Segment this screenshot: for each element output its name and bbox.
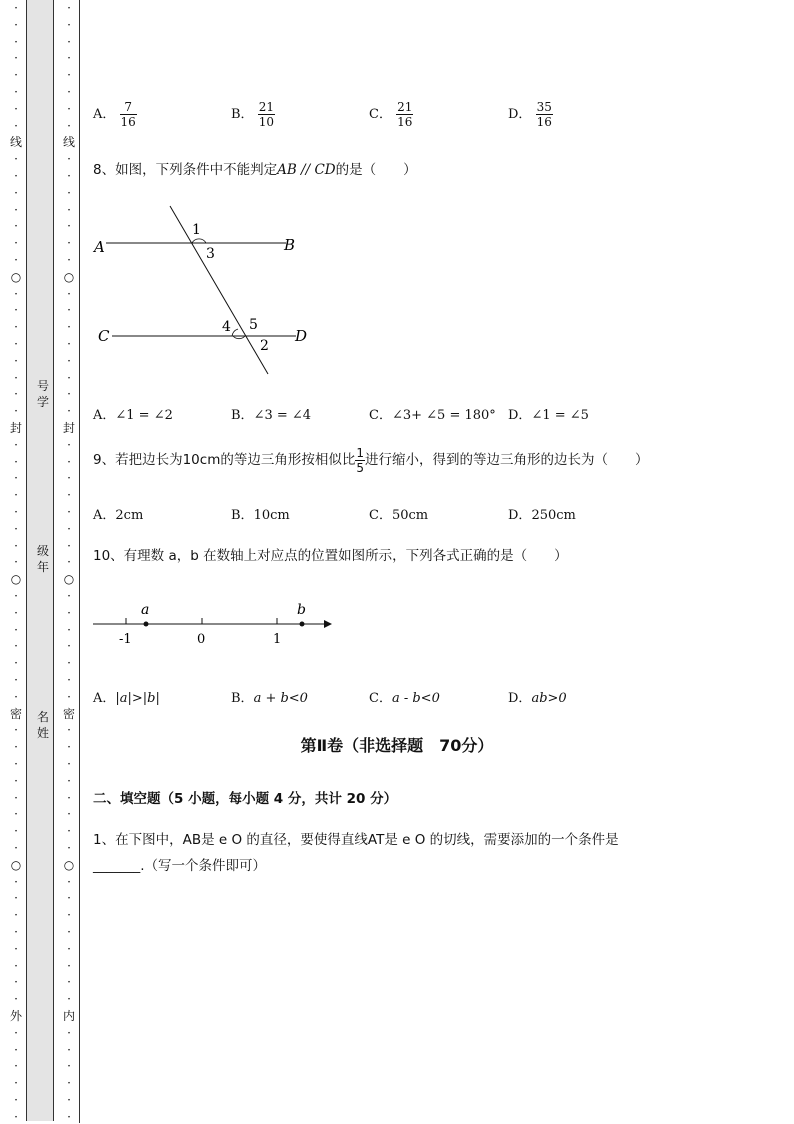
binding-dot: · [67, 102, 71, 116]
binding-dot: · [67, 791, 71, 805]
binding-dot: · [14, 555, 18, 569]
binding-dot: · [14, 68, 18, 82]
binding-dot: · [14, 1026, 18, 1040]
binding-dot: · [14, 975, 18, 989]
binding-dot: · [14, 1110, 18, 1124]
binding-dot: · [67, 371, 71, 385]
binding-dot: · [14, 387, 18, 401]
fraction: $\frac{21}{10}$ [258, 100, 274, 129]
binding-dot: · [67, 488, 71, 502]
binding-dot: · [67, 18, 71, 32]
binding-dot: · [67, 1110, 71, 1124]
binding-circle-icon: ○ [63, 270, 75, 284]
part-two-heading: 第Ⅱ卷（非选择题 70分） [300, 736, 494, 755]
binding-dot: · [67, 690, 71, 704]
binding-dot: · [14, 875, 18, 889]
binding-dot: · [67, 169, 71, 183]
inner-dot-column [63, 0, 75, 1123]
q7-option-c[interactable]: C． $\frac{21}{16}$ [369, 100, 413, 129]
binding-dot: · [67, 656, 71, 670]
binding-label: 内 [63, 1009, 76, 1023]
binding-circle-icon: ○ [10, 572, 22, 586]
binding-dot: · [14, 992, 18, 1006]
grade-label: 级 年 [36, 544, 49, 574]
binding-dot: · [67, 1026, 71, 1040]
binding-dot: · [14, 942, 18, 956]
binding-dot: · [14, 337, 18, 351]
binding-dot: · [14, 287, 18, 301]
angle-4: 4 [222, 319, 231, 335]
binding-dot: · [14, 219, 18, 233]
binding-dot: · [67, 1093, 71, 1107]
binding-dot: · [67, 85, 71, 99]
binding-dot: · [67, 807, 71, 821]
label-A: A [94, 238, 105, 256]
binding-dot: · [14, 303, 18, 317]
binding-dot: · [14, 488, 18, 502]
binding-dot: · [67, 723, 71, 737]
binding-dot: · [14, 85, 18, 99]
q8-parallel-lines-figure [88, 198, 318, 378]
svg-text:1: 1 [273, 632, 282, 647]
binding-dot: · [67, 740, 71, 754]
q10-number-line [88, 598, 338, 650]
binding-dot: · [14, 236, 18, 250]
binding-dot: · [14, 505, 18, 519]
q10-option-a[interactable]: A．|a|>|b| [93, 691, 160, 706]
binding-dot: · [14, 253, 18, 267]
binding-dot: · [67, 219, 71, 233]
binding-dot: · [67, 992, 71, 1006]
student-number-label: 号 学 [36, 379, 49, 409]
binding-dot: · [14, 807, 18, 821]
binding-dot: · [14, 959, 18, 973]
binding-dot: · [67, 1, 71, 15]
binding-dot: · [14, 639, 18, 653]
binding-dot: · [67, 824, 71, 838]
binding-dot: · [14, 404, 18, 418]
binding-dot: · [14, 606, 18, 620]
binding-dot: · [67, 1059, 71, 1073]
label-D: D [295, 327, 308, 345]
fraction: $\frac{35}{16}$ [536, 100, 552, 129]
svg-text:b: b [297, 602, 306, 618]
label-B: B [284, 236, 296, 254]
binding-dot: · [14, 757, 18, 771]
svg-text:a: a [141, 602, 150, 618]
binding-circle-icon: ○ [63, 572, 75, 586]
binding-dot: · [67, 774, 71, 788]
binding-dot: · [14, 841, 18, 855]
svg-text:0: 0 [197, 632, 206, 647]
binding-dot: · [14, 354, 18, 368]
q10-option-c[interactable]: C．a - b<0 [369, 691, 440, 706]
fraction: $\frac{21}{16}$ [397, 100, 413, 129]
binding-dot: · [67, 186, 71, 200]
margin-divider-line [79, 0, 80, 1123]
binding-label: 封 [10, 421, 23, 435]
binding-dot: · [67, 757, 71, 771]
binding-dot: · [14, 723, 18, 737]
binding-dot: · [67, 236, 71, 250]
q9-question: 9、若把边长为10cm的等边三角形按相似比 $\frac{1}{5}$ 进行缩小，得到的等边三角形的边长为（ ） [93, 445, 649, 475]
binding-dot: · [67, 908, 71, 922]
binding-dot: · [14, 169, 18, 183]
binding-label: 封 [63, 421, 76, 435]
binding-dot: · [14, 925, 18, 939]
binding-dot: · [67, 404, 71, 418]
fill-q1-line1: 1、在下图中，AB是 e O 的直径，要使得直线AT是 e O 的切线，需要添加的一个条件是 [93, 832, 619, 848]
binding-dot: · [67, 522, 71, 536]
binding-label: 密 [63, 707, 76, 721]
binding-dot: · [67, 320, 71, 334]
binding-dot: · [14, 1059, 18, 1073]
point-b [300, 622, 305, 627]
binding-circle-icon: ○ [10, 858, 22, 872]
binding-dot: · [14, 1043, 18, 1057]
name-label: 名 姓 [36, 710, 49, 740]
binding-dot: · [14, 438, 18, 452]
binding-dot: · [67, 1043, 71, 1057]
q9-option-d[interactable]: D．250cm [508, 508, 576, 523]
binding-dot: · [67, 975, 71, 989]
fill-q1-line2: _______.（写一个条件即可） [93, 858, 267, 874]
q9-option-b[interactable]: B．10cm [231, 508, 290, 523]
fraction: $\frac{1}{5}$ [356, 445, 364, 475]
binding-dot: · [67, 673, 71, 687]
binding-dot: · [67, 925, 71, 939]
binding-dot: · [14, 455, 18, 469]
q9-option-a[interactable]: A．2cm [93, 508, 144, 523]
binding-dot: · [67, 337, 71, 351]
binding-dot: · [14, 152, 18, 166]
angle-3: 3 [206, 246, 215, 262]
point-a [144, 622, 149, 627]
binding-dot: · [67, 959, 71, 973]
label-C: C [98, 327, 110, 345]
q8-option-b[interactable]: B．∠3 = ∠4 [231, 408, 312, 423]
q8-option-c[interactable]: C．∠3+ ∠5 = 180° [369, 408, 496, 423]
binding-dot: · [14, 18, 18, 32]
binding-dot: · [67, 606, 71, 620]
binding-dot: · [14, 119, 18, 133]
binding-circle-icon: ○ [10, 270, 22, 284]
binding-dot: · [14, 824, 18, 838]
section-heading: 二、填空题（5 小题，每小题 4 分，共计 20 分） [93, 791, 398, 807]
binding-dot: · [67, 875, 71, 889]
binding-dot: · [67, 203, 71, 217]
binding-dot: · [67, 51, 71, 65]
binding-dot: · [67, 471, 71, 485]
binding-dot: · [14, 539, 18, 553]
binding-dot: · [14, 740, 18, 754]
binding-dot: · [14, 1, 18, 15]
binding-dot: · [14, 35, 18, 49]
angle-1: 1 [192, 222, 201, 238]
binding-dot: · [67, 438, 71, 452]
svg-text:-1: -1 [119, 632, 132, 647]
binding-dot: · [14, 623, 18, 637]
binding-circle-icon: ○ [63, 858, 75, 872]
q8-option-d[interactable]: D．∠1 = ∠5 [508, 408, 589, 423]
binding-dot: · [14, 690, 18, 704]
binding-dot: · [14, 589, 18, 603]
binding-dot: · [14, 186, 18, 200]
binding-dot: · [67, 1076, 71, 1090]
q7-option-d[interactable]: D． $\frac{35}{16}$ [508, 100, 552, 129]
binding-dot: · [67, 505, 71, 519]
q9-option-c[interactable]: C．50cm [369, 508, 429, 523]
binding-dot: · [67, 589, 71, 603]
binding-dot: · [14, 203, 18, 217]
q10-option-d[interactable]: D．ab>0 [508, 691, 567, 706]
binding-dot: · [67, 555, 71, 569]
binding-dot: · [67, 387, 71, 401]
binding-label: 密 [10, 707, 23, 721]
q10-option-b[interactable]: B．a + b<0 [231, 691, 308, 706]
binding-dot: · [67, 942, 71, 956]
binding-label: 线 [63, 135, 76, 149]
binding-dot: · [14, 908, 18, 922]
binding-dot: · [67, 891, 71, 905]
binding-dot: · [67, 253, 71, 267]
binding-dot: · [67, 354, 71, 368]
binding-dot: · [14, 673, 18, 687]
binding-dot: · [14, 656, 18, 670]
binding-dot: · [67, 639, 71, 653]
q7-option-b[interactable]: B． $\frac{21}{10}$ [231, 100, 274, 129]
binding-dot: · [67, 35, 71, 49]
binding-dot: · [14, 1093, 18, 1107]
q8-question: 8、如图，下列条件中不能判定AB // CD的是（ ） [93, 162, 417, 178]
binding-dot: · [67, 152, 71, 166]
binding-dot: · [67, 841, 71, 855]
binding-label: 外 [10, 1009, 23, 1023]
binding-dot: · [67, 303, 71, 317]
binding-label: 线 [10, 135, 23, 149]
q7-option-a[interactable]: A． $\frac{7}{16}$ [93, 100, 136, 129]
binding-dot: · [67, 623, 71, 637]
binding-dot: · [67, 119, 71, 133]
outer-dot-column [10, 0, 22, 1123]
binding-dot: · [14, 891, 18, 905]
binding-dot: · [14, 522, 18, 536]
binding-dot: · [67, 287, 71, 301]
binding-dot: · [14, 1076, 18, 1090]
binding-dot: · [14, 102, 18, 116]
fraction: $\frac{7}{16}$ [120, 100, 136, 129]
binding-dot: · [67, 455, 71, 469]
binding-dot: · [14, 320, 18, 334]
q8-option-a[interactable]: A．∠1 = ∠2 [93, 408, 173, 423]
binding-dot: · [67, 68, 71, 82]
q10-question: 10、有理数 a，b 在数轴上对应点的位置如图所示，下列各式正确的是（ ） [93, 548, 568, 564]
binding-dot: · [67, 539, 71, 553]
binding-dot: · [14, 471, 18, 485]
angle-2: 2 [260, 338, 269, 354]
angle-5: 5 [249, 317, 258, 333]
binding-dot: · [14, 371, 18, 385]
binding-dot: · [14, 51, 18, 65]
binding-dot: · [14, 791, 18, 805]
binding-dot: · [14, 774, 18, 788]
